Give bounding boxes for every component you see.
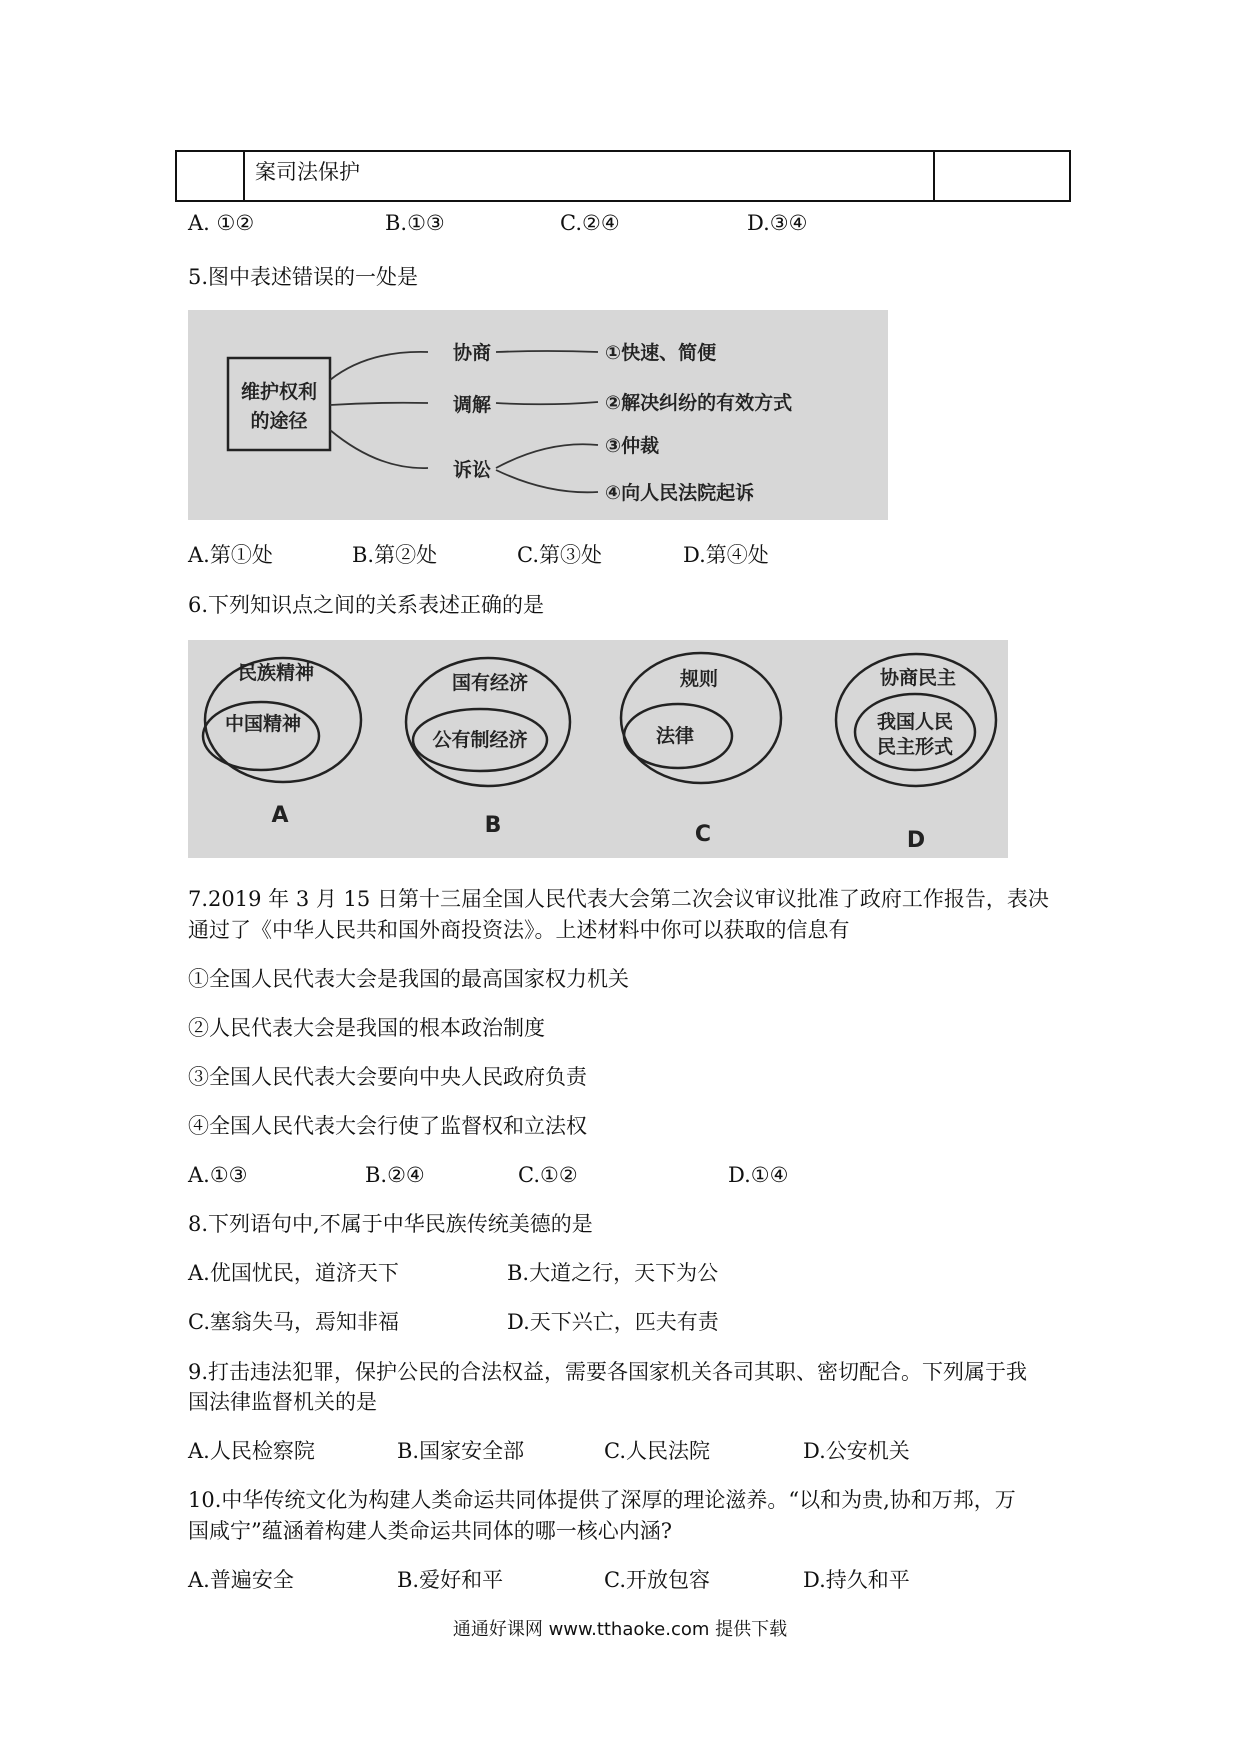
table-divider (243, 152, 245, 200)
root-box (228, 358, 330, 450)
q6-diagrams (188, 640, 1008, 858)
table-cell-text: 案司法保护 (255, 160, 360, 184)
q10-option-b: B.爱好和平 (397, 1568, 504, 1592)
q8-option-a: A.优国忧民，道济天下 (188, 1261, 399, 1285)
q7-stem-line2: 通过了《中华人民共和国外商投资法》。上述材料中你可以获取的信息有 (188, 918, 850, 942)
diagram-d-outer: 协商民主 (879, 667, 957, 689)
q8-stem: 8.下列语句中,不属于中华民族传统美德的是 (188, 1212, 593, 1236)
q7-stem-line1: 7.2019 年 3 月 15 日第十三届全国人民代表大会第二次会议审议批准了政府工作报告，表决 (188, 887, 1049, 911)
diagram-d-inner-line2: 民主形式 (876, 736, 954, 758)
q9-option-a: A.人民检察院 (188, 1439, 315, 1463)
connector (496, 444, 598, 468)
q7-item-2: ②人民代表大会是我国的根本政治制度 (188, 1016, 545, 1040)
connector (496, 351, 598, 352)
q9-stem-line2: 国法律监督机关的是 (188, 1390, 377, 1414)
q5-diagram (188, 310, 888, 520)
leaf-1: ①快速、简便 (605, 342, 717, 364)
q4-option-c: C.②④ (560, 211, 620, 235)
diagram-c-outer: 规则 (679, 668, 719, 690)
q10-option-d: D.持久和平 (803, 1568, 910, 1592)
connector (330, 403, 428, 405)
q7-item-3: ③全国人民代表大会要向中央人民政府负责 (188, 1065, 587, 1089)
diagram-d-label: D (906, 828, 926, 853)
q7-option-c: C.①② (518, 1163, 578, 1187)
q5-stem: 5.图中表述错误的一处是 (188, 265, 419, 289)
diagram-b-label: B (484, 813, 502, 838)
q7-item-1: ①全国人民代表大会是我国的最高国家权力机关 (188, 967, 629, 991)
q5-option-a: A.第①处 (188, 543, 273, 567)
q7-option-a: A.①③ (188, 1163, 248, 1187)
q8-option-d: D.天下兴亡，匹夫有责 (507, 1310, 719, 1334)
root-label-line1: 维护权利 (240, 381, 318, 403)
q4-option-a: A. ①② (188, 211, 255, 235)
connector (496, 402, 598, 404)
diagram-b-inner: 公有制经济 (432, 729, 528, 751)
branch-negotiation: 协商 (453, 342, 492, 364)
table-fragment (175, 150, 1071, 202)
footer-text: 通通好课网 www.tthaoke.com 提供下载 (452, 1619, 788, 1640)
leaf-2: ②解决纠纷的有效方式 (605, 392, 793, 414)
q4-option-d: D.③④ (747, 211, 808, 235)
q10-option-c: C.开放包容 (604, 1568, 710, 1592)
branch-litigation: 诉讼 (453, 459, 492, 481)
q5-option-d: D.第④处 (683, 543, 769, 567)
root-label-line2: 的途径 (250, 410, 308, 432)
q10-option-a: A.普遍安全 (188, 1568, 294, 1592)
q10-stem-line1: 10.中华传统文化为构建人类命运共同体提供了深厚的理论滋养。“以和为贵,协和万邦，万 (188, 1488, 1016, 1512)
diagram-b-outer: 国有经济 (451, 672, 529, 694)
q9-option-b: B.国家安全部 (397, 1439, 525, 1463)
q6-diagram-photo (188, 640, 1008, 858)
q9-option-d: D.公安机关 (803, 1439, 910, 1463)
q5-option-b: B.第②处 (352, 543, 438, 567)
q8-option-b: B.大道之行，天下为公 (507, 1261, 719, 1285)
diagram-c-inner: 法律 (655, 725, 695, 747)
q7-option-d: D.①④ (728, 1163, 789, 1187)
table-divider (933, 152, 935, 200)
q5-option-c: C.第③处 (517, 543, 602, 567)
leaf-4: ④向人民法院起诉 (605, 482, 755, 504)
q5-diagram-photo (188, 310, 888, 520)
branch-mediation: 调解 (453, 394, 492, 416)
q9-option-c: C.人民法院 (604, 1439, 710, 1463)
diagram-d-inner-line1: 我国人民 (876, 711, 954, 733)
q10-stem-line2: 国咸宁”蕴涵着构建人类命运共同体的哪一核心内涵? (188, 1519, 672, 1543)
q8-option-c: C.塞翁失马，焉知非福 (188, 1310, 399, 1334)
diagram-a-inner: 中国精神 (224, 713, 302, 735)
diagram-a-label: A (271, 803, 289, 828)
q9-stem-line1: 9.打击违法犯罪，保护公民的合法权益，需要各国家机关各司其职、密切配合。下列属于我 (188, 1360, 1028, 1384)
diagram-a-outer: 民族精神 (237, 662, 315, 684)
q7-option-b: B.②④ (365, 1163, 425, 1187)
connector (330, 430, 428, 468)
connector (330, 352, 428, 380)
q4-option-b: B.①③ (385, 211, 445, 235)
leaf-3: ③仲裁 (605, 435, 660, 457)
q6-stem: 6.下列知识点之间的关系表述正确的是 (188, 593, 545, 617)
q7-item-4: ④全国人民代表大会行使了监督权和立法权 (188, 1114, 587, 1138)
connector (496, 470, 598, 492)
diagram-c-label: C (694, 822, 712, 847)
